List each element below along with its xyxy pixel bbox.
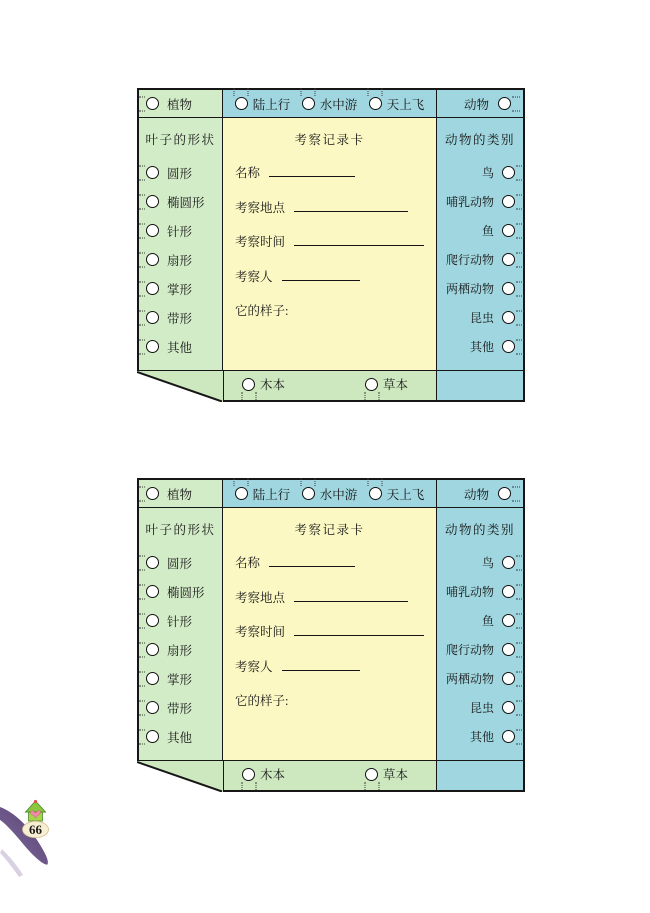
footer-blue-cell: [437, 371, 525, 402]
punch-circle-icon: [242, 768, 255, 781]
punch-circle-icon: [235, 487, 248, 500]
list-item: 掌形: [139, 664, 222, 693]
punch-circle-icon: [369, 97, 382, 110]
leaf-shape-list: [139, 158, 222, 361]
blank-line: [294, 245, 424, 246]
punch-circle-icon: [502, 282, 515, 295]
punch-circle-icon: [146, 487, 159, 500]
list-item: 爬行动物: [437, 245, 523, 274]
list-item: 椭圆形: [139, 577, 222, 606]
punch-circle-icon: [502, 643, 515, 656]
field-row: 名称: [235, 548, 424, 583]
field-row: 考察时间: [235, 617, 424, 652]
blank-line: [294, 635, 424, 636]
movement-item-land: [235, 95, 291, 113]
page-corner-decoration: [0, 793, 80, 903]
punch-circle-icon: [146, 340, 159, 353]
blank-line: [282, 670, 360, 671]
footer-blue-cell: [437, 761, 525, 792]
dotted-tail: [234, 478, 249, 486]
corner-cut-cell: [137, 761, 223, 792]
dotted-tail: [139, 486, 145, 501]
punch-circle-icon: [146, 195, 159, 208]
leaf-shape-column: [137, 508, 223, 761]
footer-item-woody: 木本: [242, 765, 285, 783]
punch-circle-icon: [502, 672, 515, 685]
record-fields: [235, 548, 424, 721]
punch-circle-icon: [235, 97, 248, 110]
animal-category-column: [437, 118, 525, 371]
leaf-shape-column: [137, 118, 223, 371]
record-fields: [235, 158, 424, 331]
punch-circle-icon: [146, 224, 159, 237]
movement-item-water: [302, 485, 358, 503]
blank-line: [269, 176, 355, 177]
animal-category-title: 动物的类别: [444, 133, 515, 147]
list-item: 椭圆形: [139, 187, 222, 216]
punch-circle-icon: [146, 97, 159, 110]
punch-circle-icon: [498, 97, 511, 110]
footer-item-woody: 木本: [242, 375, 285, 393]
list-item: 鸟: [437, 548, 523, 577]
field-row: 考察人: [235, 262, 424, 297]
list-item: 其他: [437, 332, 523, 361]
animal-header-cell: [437, 88, 525, 118]
footer-item-herb: 草本: [365, 765, 408, 783]
plant-header-cell: [137, 88, 223, 118]
record-card-body: [223, 508, 437, 761]
movement-label: 陆上行: [252, 97, 291, 112]
punch-circle-icon: [502, 253, 515, 266]
punch-circle-icon: [502, 311, 515, 324]
punch-circle-icon: [502, 614, 515, 627]
dotted-tail: [512, 96, 520, 111]
list-item: 扇形: [139, 635, 222, 664]
animal-label: 动物: [463, 487, 489, 502]
punch-circle-icon: [502, 585, 515, 598]
footer-item-herb: 草本: [365, 375, 408, 393]
movement-label: 水中游: [319, 97, 358, 112]
list-item: 哺乳动物: [437, 577, 523, 606]
movement-label: 天上飞: [386, 487, 425, 502]
movement-header-cell: [223, 88, 437, 118]
list-item: 昆虫: [437, 303, 523, 332]
dotted-tail: [368, 88, 383, 96]
animal-category-list: [437, 548, 523, 751]
list-item: 圆形: [139, 548, 222, 577]
blank-line: [269, 566, 355, 567]
list-item: 其他: [139, 722, 222, 751]
field-row: 考察人: [235, 652, 424, 687]
list-item: 带形: [139, 303, 222, 332]
blank-line: [294, 211, 408, 212]
list-item: 鱼: [437, 216, 523, 245]
list-item: 针形: [139, 606, 222, 635]
record-card-body: [223, 118, 437, 371]
plant-label: 植物: [167, 97, 193, 112]
page-number: 66: [29, 822, 42, 837]
punch-circle-icon: [302, 487, 315, 500]
list-item: 其他: [139, 332, 222, 361]
movement-item-land: [235, 485, 291, 503]
movement-label: 水中游: [319, 487, 358, 502]
punch-circle-icon: [146, 585, 159, 598]
movement-item-sky: [369, 485, 425, 503]
punch-circle-icon: [502, 556, 515, 569]
leaf-shape-list: [139, 548, 222, 751]
leaf-shape-title: 叶子的形状: [145, 523, 216, 537]
punch-circle-icon: [242, 378, 255, 391]
punch-circle-icon: [146, 701, 159, 714]
punch-circle-icon: [502, 340, 515, 353]
punch-circle-icon: [146, 672, 159, 685]
blank-line: [282, 280, 360, 281]
punch-circle-icon: [146, 311, 159, 324]
punch-circle-icon: [502, 195, 515, 208]
punch-circle-icon: [502, 701, 515, 714]
list-item: 爬行动物: [437, 635, 523, 664]
field-row: 考察地点: [235, 193, 424, 228]
appearance-row: 它的样子:: [235, 694, 289, 708]
animal-category-list: [437, 158, 523, 361]
punch-circle-icon: [369, 487, 382, 500]
list-item: 鱼: [437, 606, 523, 635]
punch-circle-icon: [498, 487, 511, 500]
animal-category-title: 动物的类别: [444, 523, 515, 537]
punch-circle-icon: [146, 166, 159, 179]
punch-circle-icon: [146, 253, 159, 266]
list-item: 扇形: [139, 245, 222, 274]
dotted-tail: [301, 88, 316, 96]
field-row: 名称: [235, 158, 424, 193]
record-card-title: 考察记录卡: [294, 523, 365, 537]
punch-circle-icon: [146, 282, 159, 295]
plant-type-footer: [223, 761, 437, 792]
observation-record-card-2: [137, 478, 525, 792]
movement-label: 陆上行: [252, 487, 291, 502]
movement-label: 天上飞: [386, 97, 425, 112]
list-item: 针形: [139, 216, 222, 245]
plant-header-cell: [137, 478, 223, 508]
animal-header-cell: [437, 478, 525, 508]
punch-circle-icon: [302, 97, 315, 110]
punch-circle-icon: [146, 614, 159, 627]
corner-cut-cell: [137, 371, 223, 402]
list-item: 带形: [139, 693, 222, 722]
dotted-tail: [512, 486, 520, 501]
list-item: 圆形: [139, 158, 222, 187]
leaf-shape-title: 叶子的形状: [145, 133, 216, 147]
animal-label: 动物: [463, 97, 489, 112]
punch-circle-icon: [502, 224, 515, 237]
plant-label: 植物: [167, 487, 193, 502]
field-row: 考察地点: [235, 583, 424, 618]
list-item: 掌形: [139, 274, 222, 303]
movement-item-sky: [369, 95, 425, 113]
list-item: 鸟: [437, 158, 523, 187]
diagonal-corner-shape: [137, 761, 223, 792]
list-item: 其他: [437, 722, 523, 751]
punch-circle-icon: [146, 556, 159, 569]
observation-record-card-1: [137, 88, 525, 402]
list-item: 昆虫: [437, 693, 523, 722]
diagonal-corner-shape: [137, 371, 223, 402]
plant-type-footer: [223, 371, 437, 402]
movement-header-cell: [223, 478, 437, 508]
movement-item-water: [302, 95, 358, 113]
list-item: 两栖动物: [437, 664, 523, 693]
dotted-tail: [301, 478, 316, 486]
appearance-row: 它的样子:: [235, 304, 289, 318]
dotted-tail: [368, 478, 383, 486]
field-row: 考察时间: [235, 227, 424, 262]
punch-circle-icon: [365, 378, 378, 391]
punch-circle-icon: [502, 166, 515, 179]
punch-circle-icon: [146, 730, 159, 743]
record-card-title: 考察记录卡: [294, 133, 365, 147]
punch-circle-icon: [365, 768, 378, 781]
purple-leaf-tail: [0, 849, 23, 877]
punch-circle-icon: [146, 643, 159, 656]
list-item: 两栖动物: [437, 274, 523, 303]
animal-category-column: [437, 508, 525, 761]
list-item: 哺乳动物: [437, 187, 523, 216]
blank-line: [294, 601, 408, 602]
dotted-tail: [139, 96, 145, 111]
dotted-tail: [234, 88, 249, 96]
punch-circle-icon: [502, 730, 515, 743]
